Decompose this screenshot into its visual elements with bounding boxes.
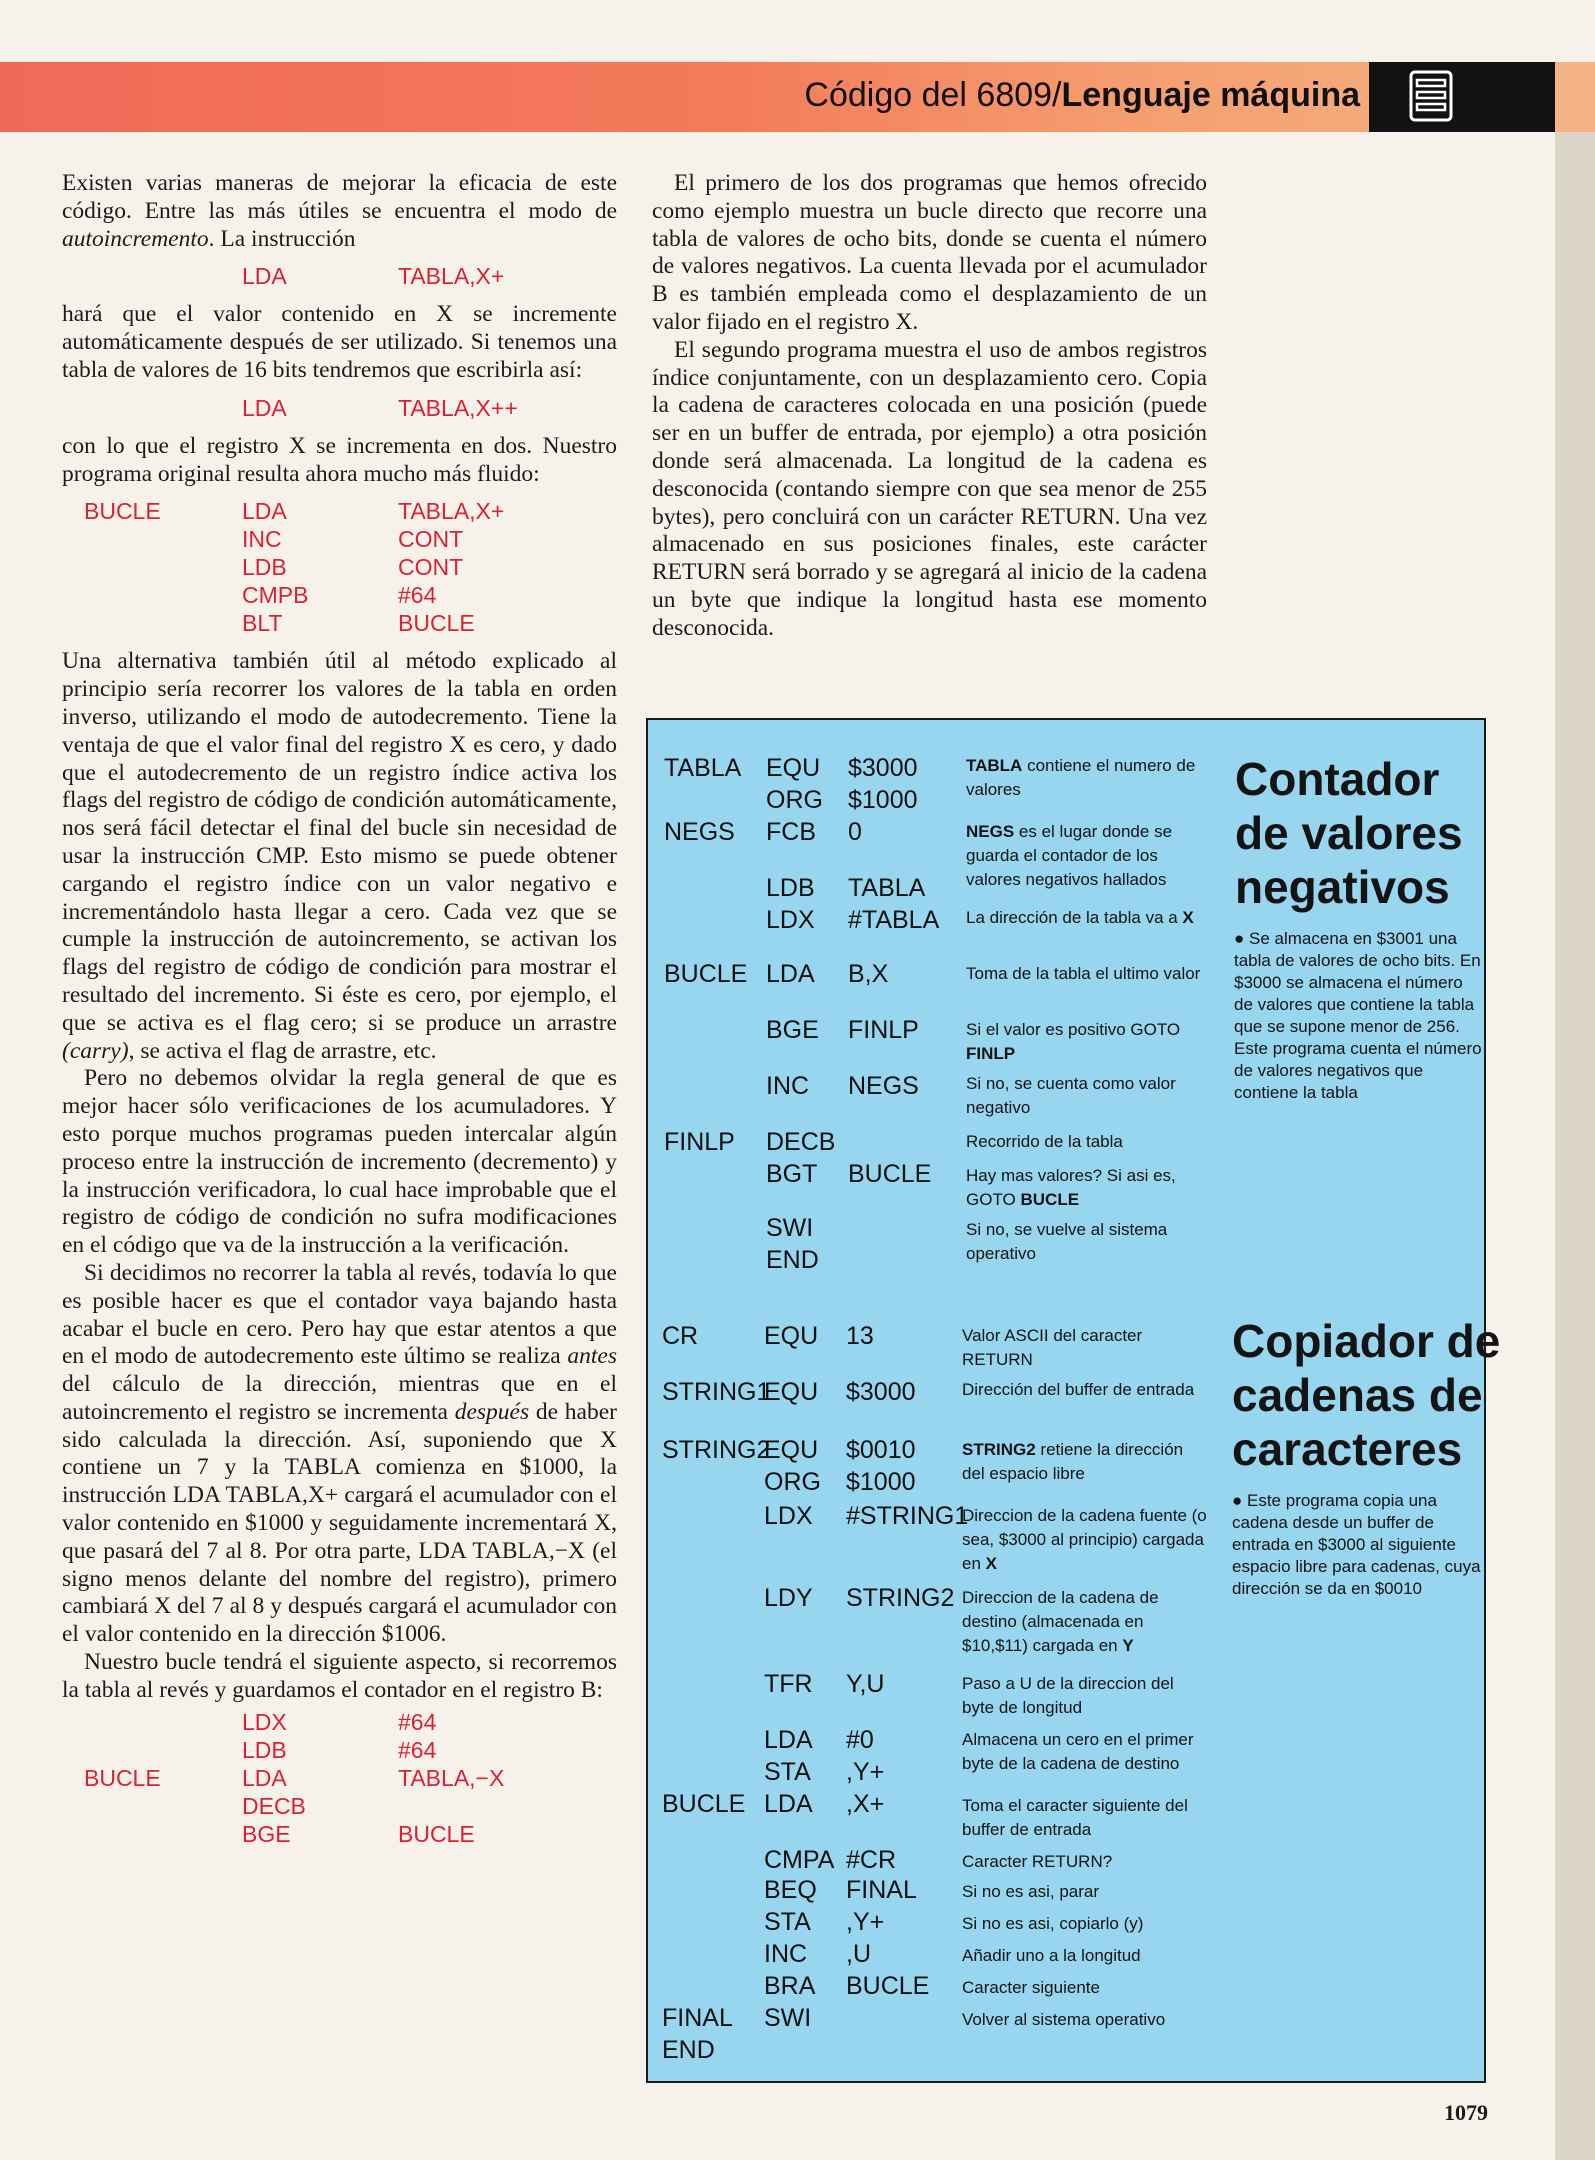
listing-op: ORG [766,786,823,814]
listing-arg: #0 [846,1726,874,1754]
listing-op: END [766,1246,819,1274]
listing-label: STRING2 [662,1436,771,1464]
paragraph: Nuestro bucle tendrá el siguiente aspecto, si recorremos la tabla al revés y guardamos el contador en el registro B: [62,1649,617,1703]
listing-op: INC [764,1940,808,1968]
listing-arg: NEGS [848,1072,919,1100]
caption-note: ● Se almacena en $3001 una tabla de valores de ocho bits. En $3000 se almacena el número de valores que contiene la tabla que se supone menor de 256. Este programa cuenta el número de valores negativos que contiene la tabla [1234,929,1482,1102]
listing-comment: Si no, se cuenta como valor negativo [966,1074,1176,1117]
paragraph: hará que el valor contenido en X se incremente automáticamente después de ser utilizado. Si tenemos una tabla de valores de 16 bits tendremos que escribirla así: [62,301,617,383]
listing-op: LDX [766,906,815,934]
listing-comment: Direccion de la cadena fuente (o sea, $3000 al principio) cargada en X [962,1506,1207,1573]
listing-comment: STRING2 retiene la dirección del espacio libre [962,1440,1184,1483]
listing-arg: FINAL [846,1876,917,1904]
listing-arg: $3000 [848,754,918,782]
listing-comment: Si no es asi, parar [962,1882,1100,1901]
listing-comment: NEGS es el lugar donde se guarda el contador de los valores negativos hallados [966,822,1173,889]
listing-op: DECB [766,1128,836,1156]
listing-comment: Recorrido de la tabla [966,1132,1123,1151]
listing-arg: #STRING1 [846,1502,969,1530]
listing-arg: #CR [846,1846,897,1874]
listing-op: INC [766,1072,810,1100]
paragraph: Pero no debemos olvidar la regla general de que es mejor hacer sólo verificaciones de los acumuladores. Y esto porque muchos programas pueden intercalar algún proceso entre la instrucción de incremento (decremento) y la instrucción verificadora, lo cual hace improbable que el registro de código de condición no sufra modificaciones en el código que va de la instrucción a la verificación. [62,1065,617,1259]
bullet-icon: ● [1232,1491,1247,1510]
listing-comment: Toma el caracter siguiente del buffer de entrada [962,1796,1188,1839]
listing-op: EQU [766,754,821,782]
listing-op: BRA [764,1972,816,2000]
listing-comment: Añadir uno a la longitud [962,1946,1141,1965]
paragraph: El primero de los dos programas que hemos ofrecido como ejemplo muestra un bucle directo que recorre una tabla de valores de ocho bits, donde se cuenta el número de valores negativos. La cuenta llevada por el acumulador B es también empleada como el desplazamiento de un valor fijado en el registro X. [652,170,1207,335]
listing-arg: ,Y+ [846,1908,885,1936]
listing-arg: B,X [848,960,889,988]
paragraph: con lo que el registro X se incrementa en dos. Nuestro programa original resulta ahora mucho más fluido: [62,432,617,487]
listing-comment: TABLA contiene el numero de valores [966,756,1196,799]
listing-arg: TABLA [848,874,926,902]
middle-column [652,170,1207,643]
listing-arg: ,U [846,1940,871,1968]
header-band [0,62,1595,132]
listing-arg: FINLP [848,1016,919,1044]
listing-label: FINAL [662,2004,733,2032]
listing-arg: 0 [848,818,862,846]
listing-op: LDA [766,960,815,988]
listing-label: BUCLE [662,1790,746,1818]
listing-op: SWI [764,2004,812,2032]
paragraph: Existen varias maneras de mejorar la eficacia de este código. Entre las más útiles se encuentra el modo de autoincremento. La instrucción [62,170,617,252]
listing-op: SWI [766,1214,814,1242]
listing-arg: $0010 [846,1436,916,1464]
listing-op: ORG [764,1468,821,1496]
listing-arg: ,X+ [846,1790,885,1818]
listing-arg: BUCLE [846,1972,930,2000]
page-edge [1555,132,1595,2160]
listing-label: NEGS [664,818,735,846]
listing-comment: Dirección del buffer de entrada [962,1380,1195,1399]
listing-op: BGE [766,1016,819,1044]
listing-op: BGT [766,1160,818,1188]
listing-op: EQU [764,1436,819,1464]
page-title: Código del 6809/Lenguaje máquina [804,76,1360,114]
listing-label: TABLA [664,754,742,782]
section-title: Contador de valores negativos [1235,753,1463,913]
listing-label: STRING1 [662,1378,771,1406]
listing-arg: #TABLA [848,906,940,934]
listing-op: LDA [764,1790,813,1818]
code-snippet: LDA TABLA,X++ [242,394,518,421]
listing-op: FCB [766,818,816,846]
listing-op: LDB [766,874,815,902]
code-snippet: LDA TABLA,X+ [242,263,505,290]
listing-arg: $1000 [848,786,918,814]
code-snippet: BUCLE LDA TABLA,X+ INC CONT LDB CONT CMPB #64 BLT BUCLE [84,498,505,637]
listing-arg: $3000 [846,1378,916,1406]
listing-comment: Si el valor es positivo GOTO FINLP [966,1020,1181,1063]
caption-note: ● Este programa copia una cadena desde un buffer de entrada en $3000 al siguiente espacio libre para cadenas, cuya dirección se da en $0010 [1232,1491,1481,1598]
listing-arg: STRING2 [846,1584,955,1612]
paragraph: El segundo programa muestra el uso de ambos registros índice conjuntamente, con un desplazamiento cero. Copia la cadena de caracteres colocada en una posición (puede ser en un buffer de entrada, por ejemplo) a otra posición donde será almacenada. La longitud de la cadena es desconocida (contando siempre con que sea menor de 255 bytes), pero concluirá con un carácter RETURN. Una vez almacenado en sus posiciones finales, este carácter RETURN será borrado y se agregará al inicio de la cadena un byte que indique la longitud hasta ese momento desconocida. [652,336,1207,641]
section-title: Copiador de cadenas de caracteres [1232,1315,1501,1475]
listing-op: LDY [764,1584,813,1612]
listing-op: STA [764,1758,811,1786]
listing-arg: BUCLE [848,1160,932,1188]
page-number: 1079 [1444,2100,1488,2125]
section-icon-box [1369,62,1555,132]
listing-comment: Si no, se vuelve al sistema operativo [966,1220,1168,1263]
listing-op: EQU [764,1378,819,1406]
listing-op: EQU [764,1322,819,1350]
listing-label: FINLP [664,1128,735,1156]
listing-comment: Volver al sistema operativo [962,2010,1166,2029]
listing-op: LDA [764,1726,813,1754]
paragraph: Si decidimos no recorrer la tabla al revés, todavía lo que es posible hacer es que el contador vaya bajando hasta acabar el bucle en cero. Pero hay que estar atentos a que en el modo de autodecremento este último se realiza antes del cálculo de la dirección, mientras que en el autoincremento el registro se incrementa después de haber sido calculada la dirección. Así, suponiendo que X contiene un 7 y la TABLA comienza en $1000, la instrucción LDA TABLA,X+ cargará el acumulador con el valor contenido en $1000 y seguidamente incrementará X, que pasará del 7 al 8. Por otra parte, LDA TABLA,−X (el signo menos delante del nombre del registro), primero cambiará X del 7 al 8 y después cargará el acumulador con el valor contenido en la dirección $1006. [62,1259,617,1648]
listing-label: CR [662,1322,699,1350]
listing-comment: Hay mas valores? Si asi es, GOTO BUCLE [966,1166,1176,1209]
listing-comment: Paso a U de la direccion del byte de longitud [962,1674,1174,1717]
listing-op: STA [764,1908,811,1936]
listing-comment: Si no es asi, copiarlo (y) [962,1914,1144,1933]
listing-op: BEQ [764,1876,817,1904]
listing-comment: Direccion de la cadena de destino (almacenada en $10,$11) cargada en Y [962,1588,1159,1655]
listing-comment: Valor ASCII del caracter RETURN [962,1326,1143,1369]
cartridge-icon [1409,70,1453,122]
listing-comment: Caracter siguiente [962,1978,1100,1997]
left-column [62,170,617,1859]
paragraph: Una alternativa también útil al método explicado al principio sería recorrer los valores de la tabla en orden inverso, utilizando el modo de autodecremento. Tiene la ventaja de que el valor final del registro X es cero, y dado que el autodecremento de un registro índice activa los flags del registro de código de condición automáticamente, nos será fácil detectar el final del bucle sin necesidad de usar la instrucción CMP. Esto mismo se puede obtener cargando el registro índice con un valor negativo e incrementándolo hasta llegar a cero. Cada vez que se cumple la instrucción de autoincremento, se activan los flags del registro de código de condición para mostrar el resultado del incremento. Si éste es cero, por ejemplo, el que se activa es el flag cero; si se produce un arrastre (carry), se activa el flag de arrastre, etc. [62,648,617,1064]
listing-comment: Almacena un cero en el primer byte de la cadena de destino [962,1730,1194,1773]
listing-arg: 13 [846,1322,874,1350]
listing-comment: Caracter RETURN? [962,1852,1113,1871]
listing-op: TFR [764,1670,813,1698]
listing-op: CMPA [764,1846,835,1874]
listing-comment: La dirección de la tabla va a X [966,908,1194,927]
listing-comment: Toma de la tabla el ultimo valor [966,964,1201,983]
listing-arg: ,Y+ [846,1758,885,1786]
listing-label: END [662,2036,715,2064]
listing-arg: Y,U [846,1670,885,1698]
code-snippet: LDX #64 LDB #64 BUCLE LDA TABLA,−X DECB BGE BUCLE [84,1708,505,1847]
bullet-icon: ● [1234,929,1249,948]
listing-arg: $1000 [846,1468,916,1496]
listing-label: BUCLE [664,960,748,988]
listing-op: LDX [764,1502,813,1530]
